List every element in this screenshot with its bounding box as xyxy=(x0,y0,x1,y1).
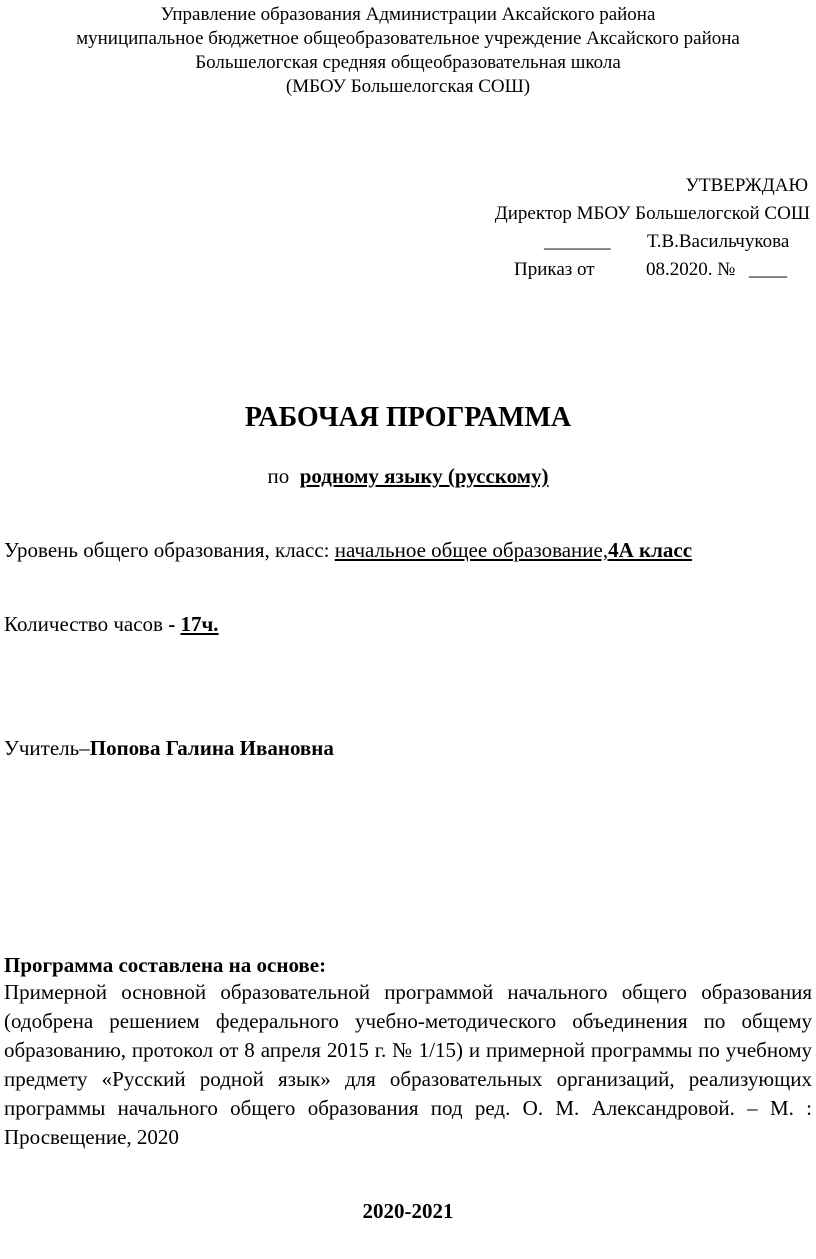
teacher-line xyxy=(4,736,334,761)
subject-line xyxy=(0,464,816,489)
teacher-label: Учитель– xyxy=(4,736,90,760)
header-department: Управление образования Администрации Аксайского района xyxy=(160,4,656,25)
level-line xyxy=(4,538,692,563)
hours-value: 17ч. xyxy=(180,612,219,636)
signature-blank: _______ xyxy=(544,231,611,252)
teacher-name: Попова Галина Ивановна xyxy=(89,736,334,760)
order-label: Приказ от xyxy=(514,259,595,280)
level-label: Уровень общего образования, класс: xyxy=(4,538,330,562)
hours-line xyxy=(4,612,219,637)
level-class: 4А класс xyxy=(608,538,693,562)
approval-position: Директор МБОУ Большелогской СОШ xyxy=(494,203,810,224)
header-school-name: Большелогская средняя общеобразовательная школа xyxy=(195,52,621,73)
order-date: 08.2020. № xyxy=(646,259,736,280)
level-value: начальное общее образование, xyxy=(334,538,609,562)
basis-heading: Программа составлена на основе: xyxy=(4,953,327,977)
order-number-blank: ____ xyxy=(749,259,787,280)
program-title: РАБОЧАЯ ПРОГРАММА xyxy=(244,402,572,433)
director-name: Т.В.Васильчукова xyxy=(647,231,790,252)
hours-label: Количество часов xyxy=(4,612,163,636)
header-school-type: муниципальное бюджетное общеобразовательное учреждение Аксайского района xyxy=(76,28,740,49)
basis-text: Примерной основной образовательной программой начального общего образования (одобрена решением федерального учебно-методического объединения по общему образованию, протокол от 8 апреля 2015 г. № 1/15) и примерной программы по учебному предмету «Русский родной язык» для образовательных организаций, реализующих программы начального общего образования под ред. О. М. Александровой. – М. : Просвещение, 2020 xyxy=(4,980,812,1149)
header-school-abbr: (МБОУ Большелогская СОШ) xyxy=(285,76,531,97)
academic-year: 2020-2021 xyxy=(362,1199,454,1223)
subject-name: родному языку (русскому) xyxy=(299,464,549,488)
hours-dash: - xyxy=(168,612,176,636)
subject-prefix: по xyxy=(267,464,290,488)
approval-heading: УТВЕРЖДАЮ xyxy=(685,175,808,196)
